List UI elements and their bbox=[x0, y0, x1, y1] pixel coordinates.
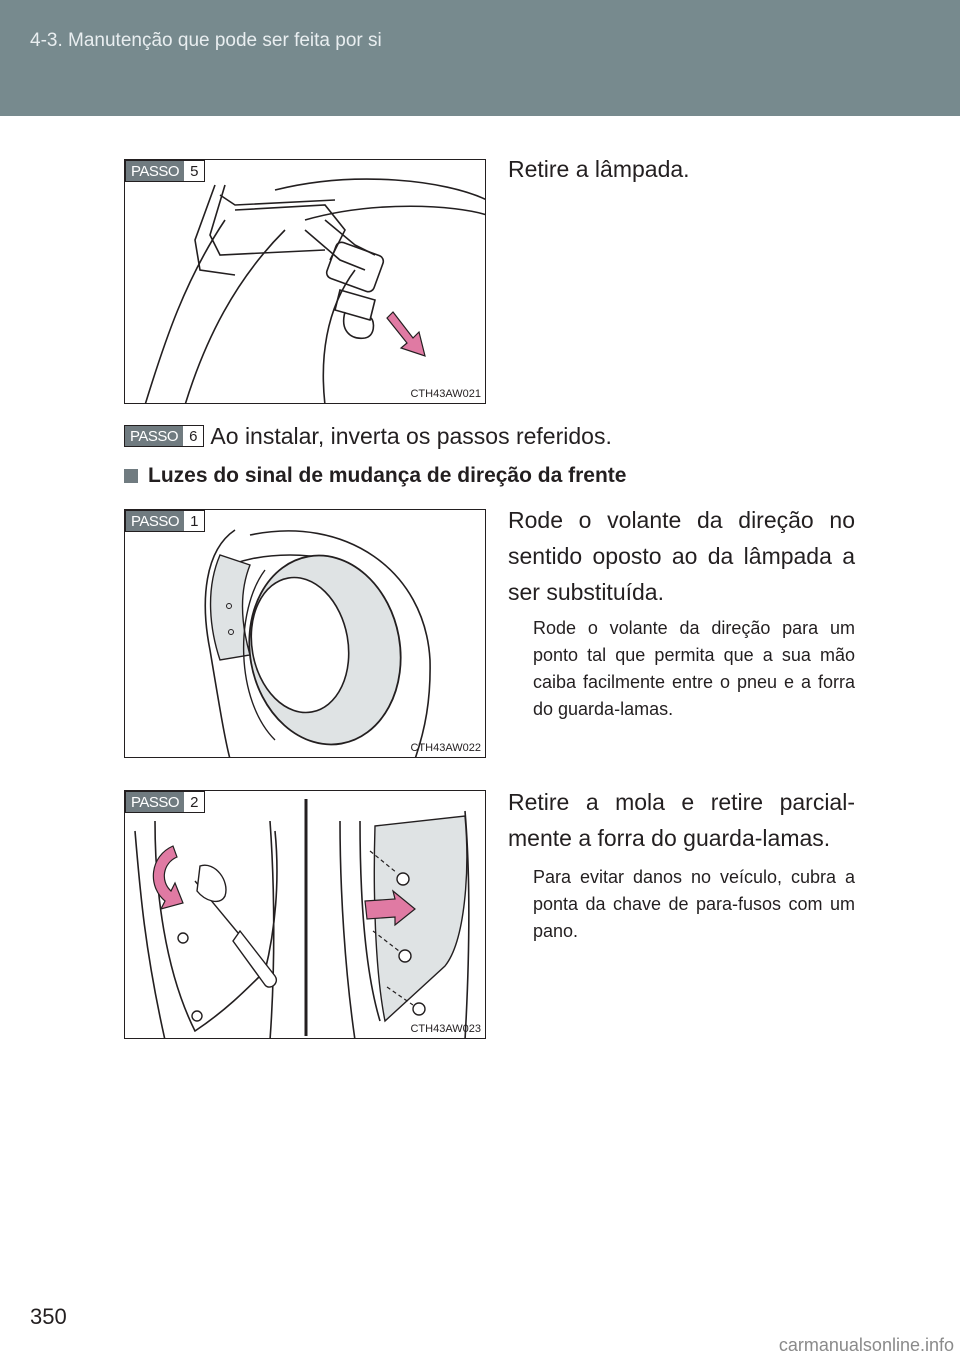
step-badge-1: PASSO 1 bbox=[125, 510, 205, 532]
step-1-text: Rode o volante da direção no sentido oposto ao da lâmpada a ser substituída. bbox=[508, 507, 855, 605]
tire-turn-illustration bbox=[125, 510, 486, 758]
page-number: 350 bbox=[30, 1304, 67, 1329]
step-6-row bbox=[124, 424, 612, 448]
step-badge-5: PASSO 5 bbox=[125, 160, 205, 182]
step-5-text: Retire a lâmpada. bbox=[508, 156, 690, 182]
page-header bbox=[0, 0, 960, 116]
figure-code-023: CTH43AW023 bbox=[410, 1023, 481, 1035]
figure-step-1 bbox=[124, 509, 486, 758]
step-2-text: Retire a mola e retire parcial-mente a forra do guarda-lamas. bbox=[508, 789, 855, 851]
step-2-note: Para evitar danos no veículo, cubra a ponta da chave de para-fusos com um pano. bbox=[533, 867, 855, 941]
section-heading bbox=[124, 464, 626, 488]
section-title-header: 4-3. Manutenção que pode ser feita por si bbox=[30, 30, 382, 51]
step-1-note: Rode o volante da direção para um ponto tal que permita que a sua mão caiba facilmente entre o pneu e a forra do guarda-lamas. bbox=[533, 618, 855, 719]
step-6-text: Ao instalar, inverta os passos referidos. bbox=[210, 422, 612, 449]
clip-removal-illustration bbox=[125, 791, 486, 1039]
figure-code-021: CTH43AW021 bbox=[410, 388, 481, 400]
square-bullet-icon bbox=[124, 469, 138, 483]
watermark: carmanualsonline.info bbox=[778, 1335, 954, 1355]
section-heading-text: Luzes do sinal de mudança de direção da frente bbox=[148, 464, 627, 487]
figure-step-5 bbox=[124, 159, 486, 404]
step-badge-2: PASSO 2 bbox=[125, 791, 205, 813]
figure-code-022: CTH43AW022 bbox=[410, 742, 481, 754]
figure-step-2 bbox=[124, 790, 486, 1039]
step-badge-6: PASSO 6 bbox=[124, 425, 204, 447]
bulb-removal-illustration bbox=[125, 160, 486, 404]
